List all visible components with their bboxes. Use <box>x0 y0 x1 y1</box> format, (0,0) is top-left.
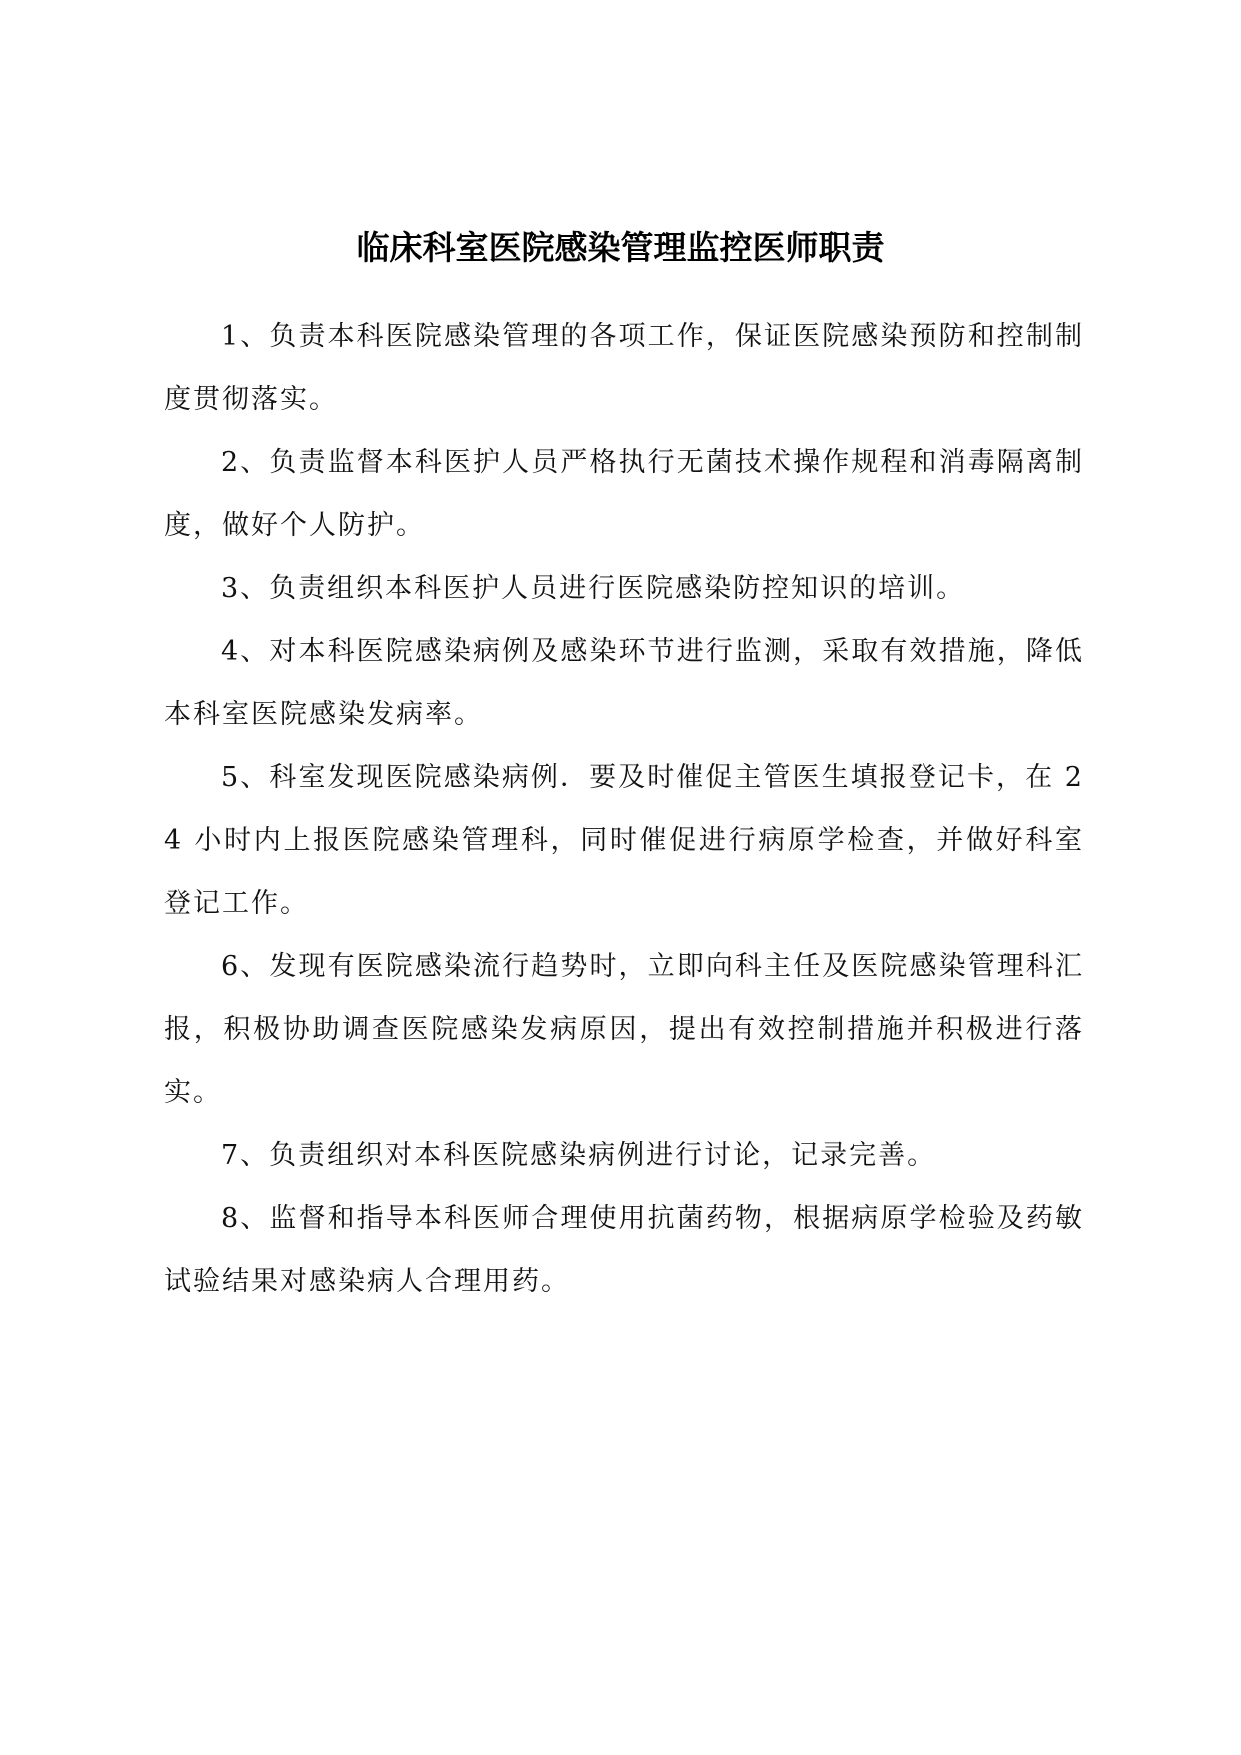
document-title: 临床科室医院感染管理监控医师职责 <box>356 228 885 267</box>
paragraph-3: 3、负责组织本科医护人员进行医院感染防控知识的培训。 <box>221 573 966 604</box>
paragraph-4: 4、对本科医院感染病例及感染环节进行监测，采取有效措施，降低本科室医院感染发病率。 <box>164 636 1084 730</box>
paragraph-5: 5、科室发现医院感染病例．要及时催促主管医生填报登记卡，在 24 小时内上报医院感染管理科，同时催促进行病原学检查，并做好科室登记工作。 <box>164 762 1084 919</box>
paragraph-6: 6、发现有医院感染流行趋势时，立即向科主任及医院感染管理科汇报，积极协助调查医院感染发病原因，提出有效控制措施并积极进行落实。 <box>164 951 1084 1108</box>
paragraph-1: 1、负责本科医院感染管理的各项工作，保证医院感染预防和控制制度贯彻落实。 <box>164 321 1084 415</box>
paragraph-2: 2、负责监督本科医护人员严格执行无菌技术操作规程和消毒隔离制度，做好个人防护。 <box>164 447 1084 541</box>
document-body <box>164 305 1084 1313</box>
paragraph-7: 7、负责组织对本科医院感染病例进行讨论，记录完善。 <box>221 1140 937 1171</box>
paragraph-8: 8、监督和指导本科医师合理使用抗菌药物，根据病原学检验及药敏试验结果对感染病人合理用药。 <box>164 1203 1084 1297</box>
